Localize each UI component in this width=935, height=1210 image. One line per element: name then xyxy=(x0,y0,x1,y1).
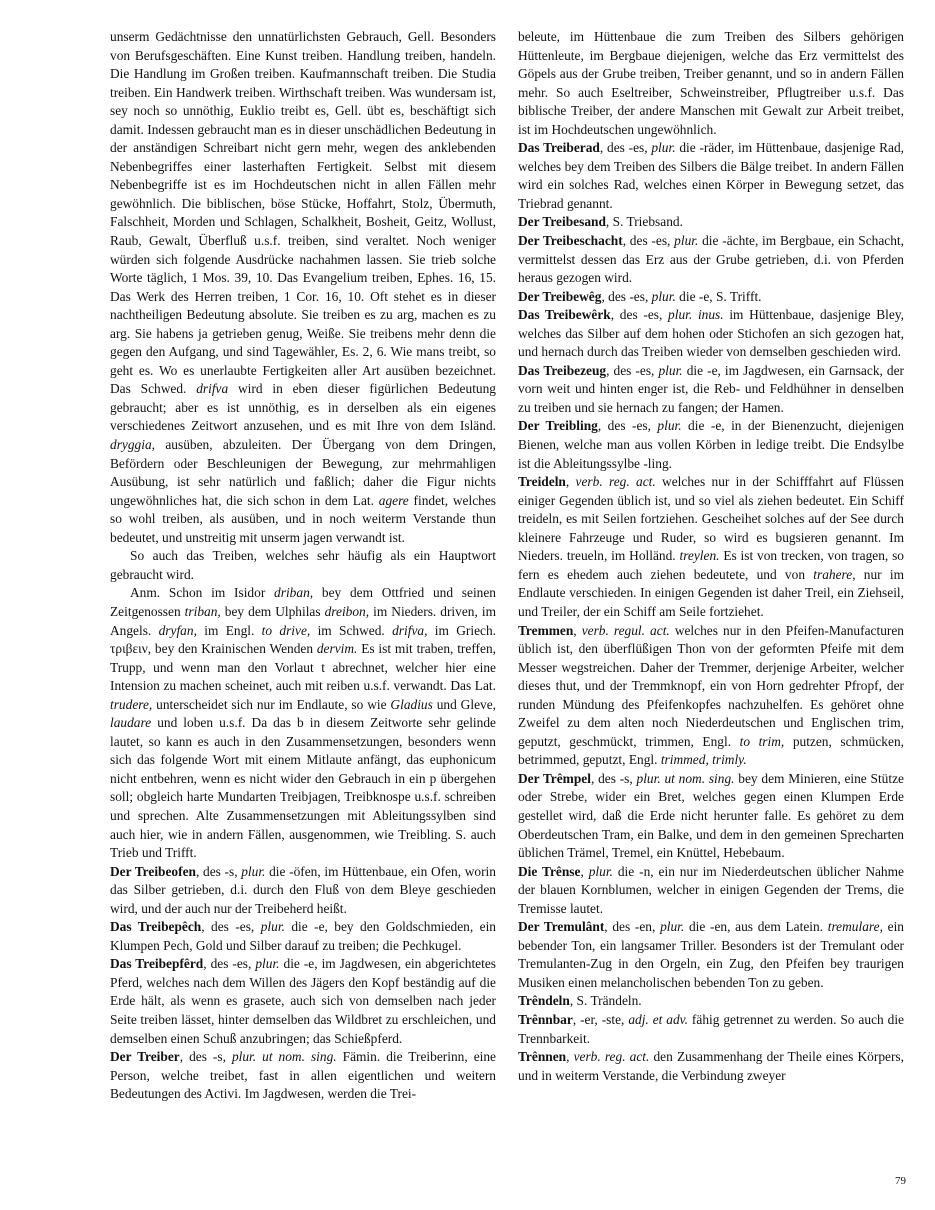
body-text: die -e, im Jagdwesen, ein abgerichtetes Pferd, welches nach dem Willen des Jägers den Kopf beständig auf die Erde hält, als wenn es grasete, auch sich von demselben nach jeder Seite treiben lässet, hinter demselben das Wildbret zu erschleichen, und demselben einen Schuß anzubringen; das Schießpferd. xyxy=(110,956,496,1046)
entry-headword: Der Tremulânt xyxy=(518,919,605,935)
entry-headword: Die Trênse xyxy=(518,863,581,879)
body-text: , des -es, xyxy=(203,956,256,972)
paragraph xyxy=(110,584,496,862)
body-text: putzen, schmücken, betrimmed, geputzt, Engl. xyxy=(518,733,904,768)
body-text: , -er, -ste, xyxy=(572,1011,629,1027)
body-text: , des -es, xyxy=(606,362,659,378)
dictionary-entry xyxy=(110,863,496,919)
body-text: die -ächte, im Bergbaue, ein Schacht, vermittelst dessen das Erz aus der Grube getrieben, d.i. von Pferden heraus gezogen wird. xyxy=(518,233,904,286)
entry-headword: Der Treibling xyxy=(518,418,598,434)
italic-text: plur. xyxy=(651,140,676,156)
body-text: , S. Trändeln. xyxy=(569,993,642,1009)
body-text: Fämin. die Treiberinn, eine Person, welche treibet, fast in allen eigentlichen und weitern Bedeutungen des Activi. Im Jagdwesen, werden die Trei- xyxy=(110,1049,496,1102)
body-text: fähig getrennet zu werden. So auch die Trennbarkeit. xyxy=(518,1011,904,1046)
body-text: , des -es, xyxy=(201,919,261,935)
entry-headword: Der Treibewêg xyxy=(518,288,602,304)
paragraph xyxy=(110,547,496,584)
italic-text: dervim. xyxy=(316,641,358,657)
body-text: die -n, ein nur im Niederdeutschen üblicher Nahme der blauen Kornblumen, welcher in einigen Gegenden der Trems, die Tremisse lautet. xyxy=(518,863,904,916)
right-column xyxy=(518,28,904,1085)
dictionary-entry xyxy=(518,417,904,473)
body-text: , xyxy=(573,622,582,638)
italic-text: plur. xyxy=(660,919,685,935)
dictionary-entry xyxy=(110,955,496,1048)
body-text: im Hüttenbaue, dasjenige Bley, welches das Silber auf dem hohen oder Stichofen an sich gezogen hat, und hernach durch das Treiben wieder von demselben geschieden wird. xyxy=(518,307,905,360)
body-text: , xyxy=(580,863,589,879)
entry-headword: Das Treibewêrk xyxy=(518,307,611,323)
italic-text: dryggia, xyxy=(110,437,156,453)
body-text: Es ist mit traben, treffen, Trupp, und wenn man den Vorlaut t abrechnet, welcher hier eine Intension zu machen scheinet, auch mit reiben u.s.f. verwandt. Das Lat. xyxy=(110,641,496,694)
body-text: und loben u.s.f. Da das b in diesem Zeitworte sehr gelinde lautet, so kann es auch in den Zusammensetzungen, besonders wenn sich das folgende Wort mit einem Mitlaute anfängt, das euphonicum nicht entbehren, wenn es nicht wider den Gebrauch in ein p übergehen soll; obgleich harte Mundarten Treibjagen, Treibknospe u.s.f. schreiben und sprechen. Alte Zusammensetzungen mit Ableitungssylben sind auch hier, wie in andern Fällen, ausgenommen, wie Treibling. S. auch Trieb und Trifft. xyxy=(110,715,496,861)
body-text: die -e, bey den Goldschmieden, ein Klumpen Pech, Gold und Silber darauf zu treiben; die Pechkugel. xyxy=(110,919,497,953)
italic-text: drifva, xyxy=(392,622,428,638)
italic-text: agere xyxy=(378,492,409,508)
entry-headword: Trênnbar xyxy=(518,1011,573,1027)
body-text: findet, welches so wohl treiben, als ausüben, und in noch weiterm Verstande thun bedeutet, und unstreitig mit unserm jagen verwandt ist. xyxy=(110,492,497,545)
body-text: , xyxy=(565,474,576,490)
paragraph xyxy=(110,28,496,547)
italic-text: trudere, xyxy=(110,696,153,712)
body-text: ein bebender Ton, ein langsamer Triller. Besonders ist der Tremulant oder Tremulanten-Zug in den Orgeln, ein Zug, den Pfeifen bey traurigen Musiken einen melancholischen bebenden Ton zu geben. xyxy=(518,919,904,990)
page-number: 79 xyxy=(895,1175,906,1187)
italic-text: verb. reg. act. xyxy=(573,1049,650,1065)
dictionary-entry xyxy=(518,306,904,362)
italic-text: to trim, xyxy=(739,733,785,749)
body-text: , des -s, xyxy=(179,1049,232,1065)
dictionary-entry xyxy=(518,473,904,621)
dictionary-entry xyxy=(518,918,904,992)
body-text: wird in eben dieser figürlichen Bedeutung gebraucht; aber es ist unnöthig, es in derselben als ein eigenes verschiedenes Zeitwort anzusehen, und es mit Ihre von dem Isländ. xyxy=(110,381,497,434)
entry-headword: Der Treibeschacht xyxy=(518,233,623,249)
body-text: die -en, aus dem Latein. xyxy=(684,919,828,935)
italic-text: plur. ut nom. sing. xyxy=(231,1049,337,1065)
dictionary-entry xyxy=(518,992,904,1011)
body-text: , des -es, xyxy=(622,233,675,249)
body-text: , des -es, xyxy=(610,307,669,323)
body-text: , xyxy=(566,1049,574,1065)
dictionary-entry xyxy=(518,362,904,418)
body-text: im Griech. τριβειν, bey den Krainischen Wenden xyxy=(110,622,497,657)
body-text: So auch das Treiben, welches sehr häufig als ein Hauptwort gebraucht wird. xyxy=(110,548,496,582)
italic-text: drifva xyxy=(196,381,229,397)
body-text: die -e, S. Trifft. xyxy=(675,288,762,304)
body-text: im Engl. xyxy=(196,622,262,638)
italic-text: plur. xyxy=(588,863,613,879)
italic-text: plur. inus. xyxy=(668,307,724,323)
dictionary-entry xyxy=(518,622,904,770)
body-text: bey dem Ottfried und seinen Zeitgenossen xyxy=(110,585,497,619)
body-text: bey dem Ulphilas xyxy=(220,603,325,619)
entry-headword: Der Treiber xyxy=(110,1049,180,1065)
dictionary-entry xyxy=(518,288,904,307)
dictionary-entry xyxy=(110,918,496,955)
body-text: welches nur in den Pfeifen-Manufacturen üblich ist, den überflüßigen Thon von der geformten Pfeife mit dem Messer wegstreichen. Daher der Tremmer, derjenige Arbeiter, welcher dieses thut, und der Tremmknopf, ein von Horn gedrehter Pfropf, der runden Mündung des Pfeifenkopfes nachzuhelfen. Es gehöret ohne Zweifel zu dem alten noch Niederdeutschen und Englischen trim, geputzt, geschmückt, trimmen, Engl. xyxy=(518,622,904,749)
entry-headword: Der Treibeofen xyxy=(110,863,196,879)
body-text: nur im Endlaute verschieden. In einigen Gegenden ist daher Treil, ein Ziehseil, und Treiler, der ein Schiff am Seile fortziehet. xyxy=(518,566,904,619)
italic-text: trimmed, trimly. xyxy=(660,752,747,768)
dictionary-entry xyxy=(518,1011,904,1048)
entry-headword: Das Treibepêch xyxy=(110,919,202,935)
italic-text: to drive, xyxy=(261,622,311,638)
body-text: , des -es, xyxy=(601,288,652,304)
paragraph xyxy=(518,28,904,139)
italic-text: plur. xyxy=(255,956,280,972)
italic-text: triban, xyxy=(184,603,221,619)
italic-text: plur. xyxy=(657,418,682,434)
body-text: , des -s, xyxy=(195,863,242,879)
left-column xyxy=(110,28,496,1104)
body-text: , des -es, xyxy=(597,418,658,434)
dictionary-entry xyxy=(518,213,904,232)
entry-headword: Der Treibesand xyxy=(518,214,606,230)
body-text: bey dem Minieren, eine Stütze oder Strebe, wider ein Bret, welches gegen einen Klumpen Erde gestellet wird, daß die Erde nicht herunter falle. Es gehöret zu dem Oberdeutschen Tram, ein Balke, und dem in den gemeinen Sprecharten üblichen Trämel, Tremel, ein Knüttel, Hebebaum. xyxy=(518,770,904,861)
entry-headword: Trênnen xyxy=(518,1049,567,1065)
italic-text: trahere, xyxy=(813,566,856,582)
body-text: unterscheidet sich nur im Endlaute, so wie xyxy=(152,696,391,712)
italic-text: Gladius xyxy=(390,696,433,712)
body-text: die -räder, im Hüttenbaue, dasjenige Rad, welches bey dem Treiben des Silbers die Bälge treibet. In andern Fällen wird ein solches Rad, welches einen Körper in Bewegung setzet, das Triebrad genannt. xyxy=(518,140,904,211)
body-text: die -öfen, im Hüttenbaue, ein Ofen, worin das Silber getrieben, d.i. durch den Fluß von dem Bleye geschieden wird, und der auch nur der Treibeherd heißt. xyxy=(110,863,496,916)
entry-headword: Das Treibepfêrd xyxy=(110,956,204,972)
italic-text: plur. ut nom. sing. xyxy=(636,770,735,786)
dictionary-entry xyxy=(110,1048,496,1104)
dictionary-entry xyxy=(518,232,904,288)
entry-headword: Der Trêmpel xyxy=(518,770,591,786)
italic-text: plur. xyxy=(260,919,285,935)
body-text: den Zusammenhang der Theile eines Körpers, und in weiterm Verstande, die Verbindung zweyer xyxy=(518,1049,904,1083)
italic-text: plur. xyxy=(651,288,676,304)
entry-headword: Das Treibezeug xyxy=(518,362,607,378)
italic-text: driban, xyxy=(274,585,314,601)
body-text: unserm Gedächtnisse den unnatürlichsten Gebrauch, Gell. Besonders von Berufsgeschäften. Eine Kunst treiben. Handlung treiben, handeln. Die Handlung im Großen treiben. Kaufmannschaft treiben. Die Studia treiben. Ein Handwerk treiben. Wirthschaft treiben. Was wundersam ist, sey noch so unnöthig, Euklio treibt es, Gell. übt es, beschäftigt sich damit. Indessen gebraucht man es in dieser unschädlichen Bedeutung in der anständigen Schreibart nicht gern mehr, wegen des anklebenden Nebenbegriffes einer lasterhaften Fertigkeit. Selbst mit diesem Nebenbegriffe ist es im Hochdeutschen nicht in allen Fällen mehr gewöhnlich. Die biblischen, böse Stücke, Hoffahrt, Stolz, Übermuth, Falschheit, Morden und Schlagen, Schalkheit, Bosheit, Geitz, Wollust, Raub, Gewalt, Überfluß u.s.f. treiben, sind veraltet. Noch weniger würden sich folgende Ausdrücke nachahmen lassen. Sie trieb solche Worte täglich, 1 Mos. 39, 10. Das Evangelium treiben, Ephes. 16, 15. Das Werk des Herren treiben, 1 Cor. 16, 10. Oft stehet es in dieser nachtheiligen Bedeutung absolute. Sie treiben es zu arg, machen es zu arg. Sie habens ja getrieben genug, Weiße. Sie treibens mehr denn die gegen den Aufgang, und sind Tagewähler, Es. 2, 6. Wie mans treibt, so geht es. Wo es unerlaubte Fertigkeiten aller Art ausüben bezeichnet. Das Schwed. xyxy=(110,29,496,397)
dictionary-entry xyxy=(518,863,904,919)
body-text: beleute, im Hüttenbaue die zum Treiben des Silbers gehörigen Hüttenleute, im Bergbaue diejenigen, welche das Erz vermittelst des Göpels aus der Grube treiben, Treiber genannt, und so in andern Fällen mehr. So auch Eseltreiber, Schweinstreiber, Pflugtreiber u.s.f. Das biblische Treiber, der andere Manschen mit Gewalt zur Arbeit treibet, ist im Hochdeutschen ungewöhnlich. xyxy=(518,29,904,137)
body-text: im Nieders. driven, im Angels. xyxy=(110,603,496,638)
italic-text: adj. et adv. xyxy=(628,1011,688,1027)
dictionary-entry xyxy=(518,770,904,863)
body-text: Anm. Schon im Isidor xyxy=(130,585,275,601)
italic-text: dreibon, xyxy=(324,603,370,619)
italic-text: treylen. xyxy=(679,548,720,564)
body-text: die -e, im Jagdwesen, ein Garnsack, der vorn weit und hinten enger ist, die Reb- und Feldhühner in denselben zu treiben und sie hernach zu fangen; der Hamen. xyxy=(518,362,905,415)
body-text: , S. Triebsand. xyxy=(605,214,683,230)
body-text: ausüben, abzuleiten. Der Übergang von dem Dringen, Befördern oder Beschleunigen der Bewegung, zur mehrmahligen Ausübung, ist sehr natürlich und faßlich; daher die Figur nichts ungewöhnliches hat, die sich schon in dem Lat. xyxy=(110,437,496,508)
dictionary-entry xyxy=(518,1048,904,1085)
body-text: , des -en, xyxy=(604,919,661,935)
italic-text: tremulare, xyxy=(827,919,883,935)
dictionary-entry xyxy=(518,139,904,213)
entry-headword: Treideln xyxy=(518,474,566,490)
body-text: welches nur in der Schifffahrt auf Flüssen einiger Gegenden üblich ist, und so viel als ziehen bedeutet. Ein Schiff treideln, es mit Seilen fortziehen. Gescheihet solches auf der See durch kleinere Fahrzeuge und Ruder, so wird es bugsieren genannt. Im Nieders. treueln, im Holländ. xyxy=(518,474,904,564)
body-text: , des -es, xyxy=(599,140,652,156)
italic-text: plur. xyxy=(241,863,266,879)
italic-text: verb. reg. act. xyxy=(575,474,656,490)
body-text: die -e, in der Bienenzucht, diejenigen Bienen, welche man aus vollen Körben in ledige treibt. Die Endsylbe ist die Ableitungssylbe -ling. xyxy=(518,418,904,471)
italic-text: plur. xyxy=(658,362,683,378)
body-text: im Schwed. xyxy=(310,622,393,638)
body-text: , des -s, xyxy=(590,770,637,786)
entry-headword: Tremmen xyxy=(518,622,574,638)
italic-text: verb. regul. act. xyxy=(581,622,670,638)
entry-headword: Trêndeln xyxy=(518,993,570,1009)
italic-text: laudare xyxy=(110,715,152,731)
body-text: Es ist von trecken, von tragen, so fern es ehedem auch ziehen bedeutete, und von xyxy=(518,548,904,582)
italic-text: dryfan, xyxy=(158,622,197,638)
entry-headword: Das Treiberad xyxy=(518,140,600,156)
body-text: und Gleve, xyxy=(432,696,497,712)
italic-text: plur. xyxy=(674,233,699,249)
